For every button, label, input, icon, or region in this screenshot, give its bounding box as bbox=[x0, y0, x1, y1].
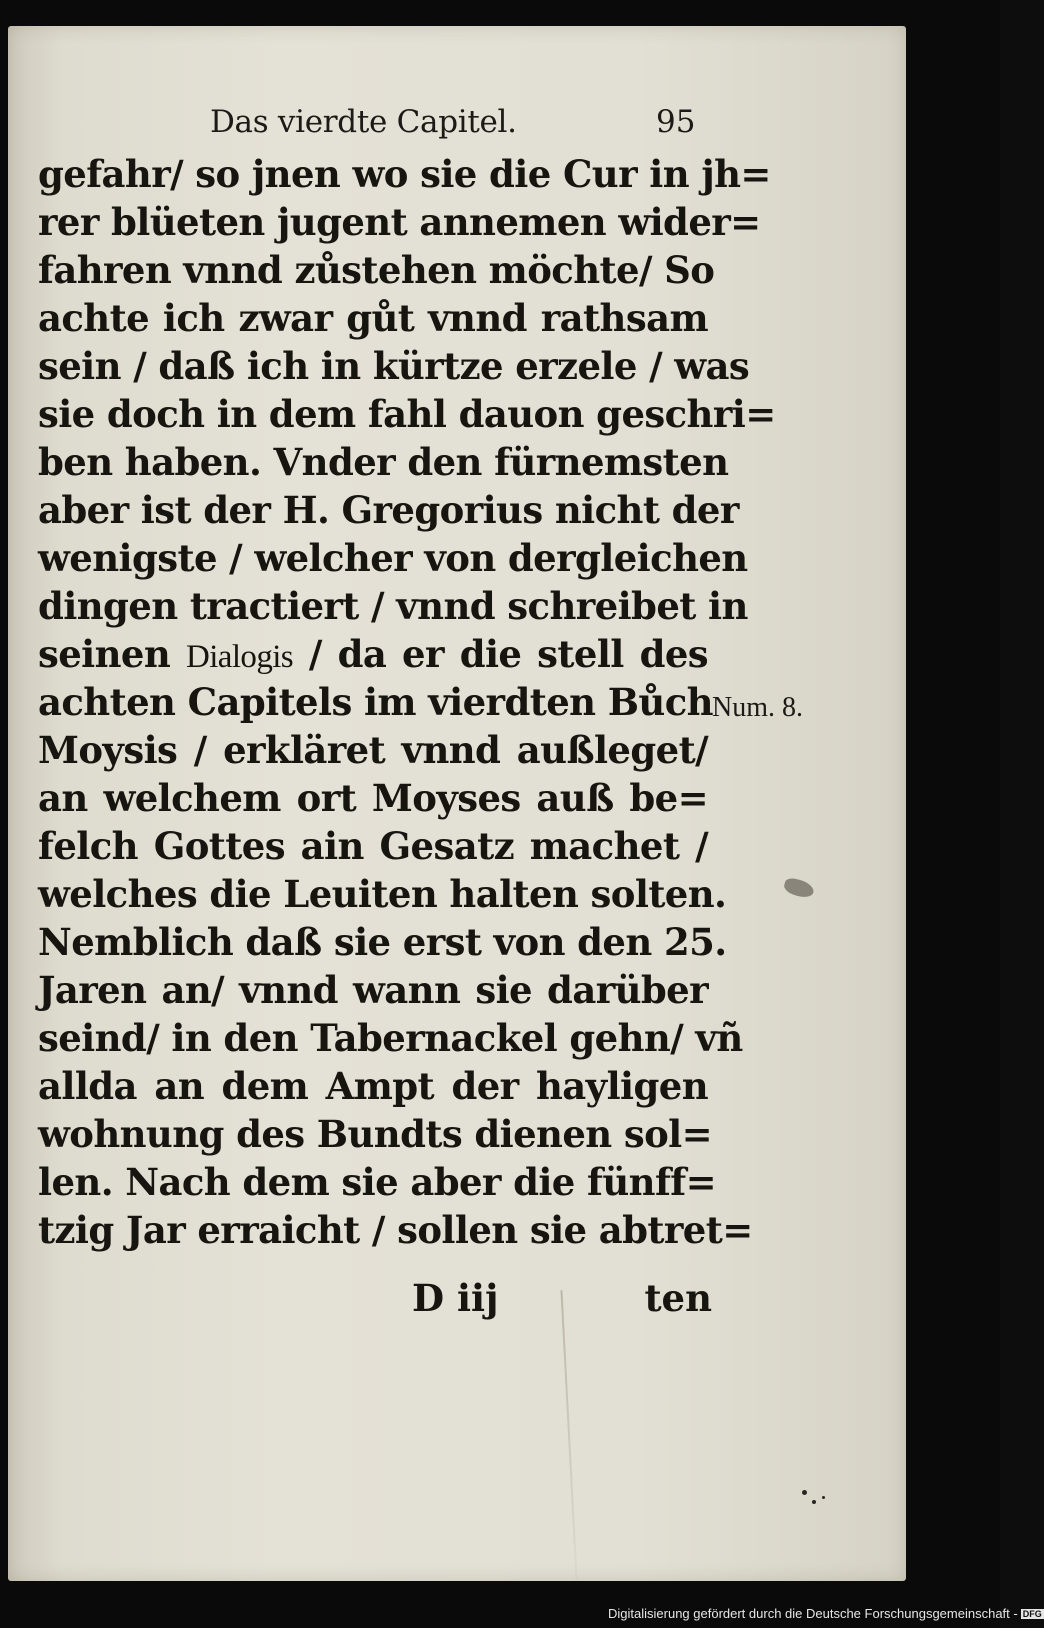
text-line: fahren vnnd zůstehen möchte/ So bbox=[38, 248, 715, 292]
text-line: rer blüeten jugent annemen wider= bbox=[38, 200, 761, 244]
running-title: Das vierdte Capitel. bbox=[210, 104, 517, 140]
signature-mark: D iij bbox=[412, 1276, 499, 1320]
running-header bbox=[210, 104, 710, 144]
page-number: 95 bbox=[656, 104, 696, 140]
text-line: len. Nach dem sie aber die fünff= bbox=[38, 1160, 716, 1204]
text-line: felch Gottes ain Gesatz machet / bbox=[38, 824, 708, 868]
text-line: achten Capitels im vierdten Bůch bbox=[38, 680, 713, 724]
latin-word: Dialogis bbox=[186, 639, 294, 675]
marginal-note: Num. 8. bbox=[712, 692, 803, 723]
text-line: Moysis / erkläret vnnd außleget/ bbox=[38, 728, 708, 772]
text-line-dialogis bbox=[38, 630, 708, 678]
text-line: allda an dem Ampt der hayligen bbox=[38, 1064, 708, 1108]
text-line: ben haben. Vnder den fürnemsten bbox=[38, 440, 729, 484]
text-line: dingen tractiert / vnnd schreibet in bbox=[38, 584, 748, 628]
text-line: an welchem ort Moyses auß be= bbox=[38, 776, 708, 820]
dfg-logo: DFG bbox=[1022, 1609, 1042, 1619]
ink-speck bbox=[812, 1500, 816, 1504]
digitization-credit bbox=[608, 1606, 1044, 1626]
ink-speck bbox=[822, 1496, 825, 1499]
text-fragment: seinen bbox=[38, 632, 186, 676]
text-line: Jaren an/ vnnd wann sie darüber bbox=[38, 968, 708, 1012]
text-line: sein / daß ich in kürtze erzele / was bbox=[38, 344, 750, 388]
text-line: wenigste / welcher von dergleichen bbox=[38, 536, 748, 580]
text-line: sie doch in dem fahl dauon geschri= bbox=[38, 392, 776, 436]
text-line: gefahr/ so jnen wo sie die Cur in jh= bbox=[38, 152, 771, 196]
text-line: welches die Leuiten halten solten. bbox=[38, 872, 727, 916]
catchword: ten bbox=[644, 1276, 712, 1320]
text-line: seind/ in den Tabernackel gehn/ vñ bbox=[38, 1016, 743, 1060]
text-line: wohnung des Bundts dienen sol= bbox=[38, 1112, 713, 1156]
credit-text: Digitalisierung gefördert durch die Deutsche Forschungsgemeinschaft - bbox=[608, 1606, 1018, 1621]
text-line: Nemblich daß sie erst von den 25. bbox=[38, 920, 727, 964]
ink-speck bbox=[802, 1490, 807, 1495]
text-line: tzig Jar erraicht / sollen sie abtret= bbox=[38, 1208, 753, 1252]
text-line: achte ich zwar gůt vnnd rathsam bbox=[38, 296, 708, 340]
text-fragment: / da er die stell des bbox=[293, 632, 709, 676]
text-line: aber ist der H. Gregorius nicht der bbox=[38, 488, 739, 532]
